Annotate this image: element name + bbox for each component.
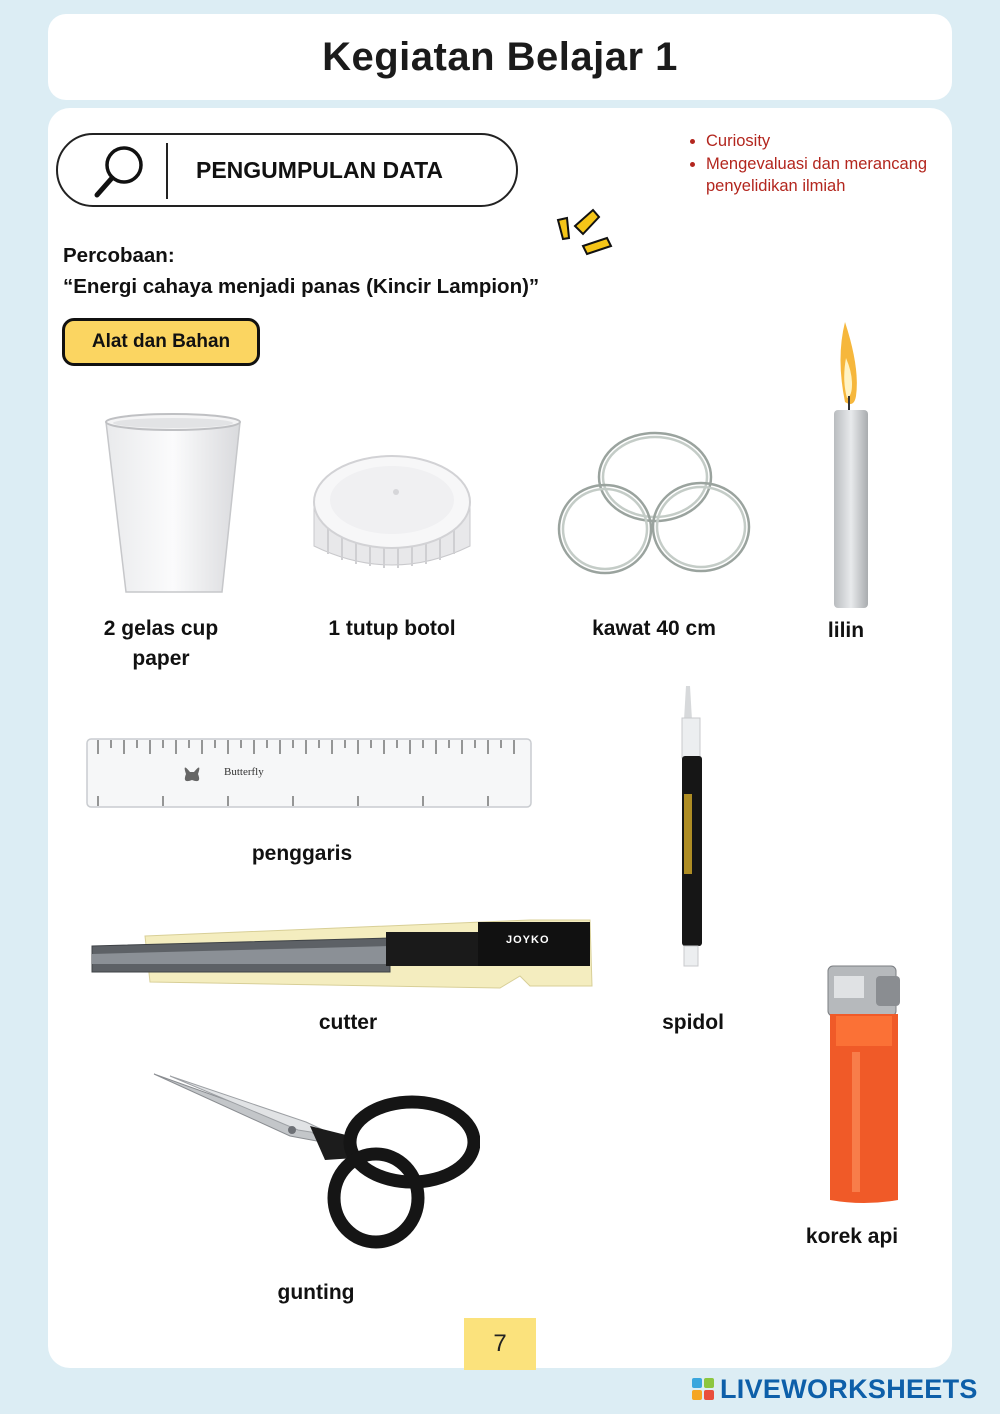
- candle-label: lilin: [827, 619, 865, 642]
- experiment-heading: [63, 240, 539, 302]
- brand-footer[interactable]: [692, 1372, 978, 1406]
- page-title: Kegiatan Belajar 1: [322, 34, 678, 79]
- ruler-brand: Butterfly: [224, 766, 264, 778]
- tools-badge: Alat dan Bahan: [62, 318, 260, 366]
- marker-label: spidol: [662, 1011, 724, 1034]
- scissors-image: [150, 1070, 480, 1250]
- lighter-label: korek api: [805, 1225, 899, 1248]
- spark-icon: [553, 208, 615, 260]
- scissors-label: gunting: [277, 1281, 355, 1304]
- section-title: PENGUMPULAN DATA: [196, 157, 444, 183]
- experiment-name: “Energi cahaya menjadi panas (Kincir Lampion)”: [63, 275, 540, 298]
- cap-label: 1 tutup botol: [328, 617, 456, 640]
- section-divider: [166, 143, 168, 199]
- wire-label: kawat 40 cm: [592, 617, 716, 640]
- cup-label: 2 gelas cup paper: [103, 617, 219, 670]
- wire-coil-image: [555, 425, 755, 580]
- bottle-cap-image: [308, 448, 476, 584]
- cutter-image: [90, 916, 595, 992]
- cutter-brand: JOYKO: [506, 934, 550, 946]
- ruler-label: penggaris: [251, 842, 353, 865]
- candle-image: [828, 318, 874, 610]
- marker-image: [678, 684, 706, 968]
- cutter-label: cutter: [318, 1011, 378, 1034]
- brand-name: LIVEWORKSHEETS: [720, 1373, 978, 1404]
- title-card: [48, 14, 952, 100]
- section-header: [56, 133, 518, 207]
- liveworksheets-logo-icon: [692, 1378, 714, 1400]
- paper-cup-image: [100, 410, 248, 600]
- skills-list: [686, 130, 966, 198]
- lighter-image: [822, 962, 906, 1206]
- experiment-label: Percobaan:: [63, 244, 175, 267]
- skill-item: • Curiosity: [706, 130, 966, 153]
- page-number: 7: [464, 1318, 536, 1370]
- magnifier-icon: [92, 143, 148, 201]
- ruler-image: [86, 738, 532, 808]
- skill-item: • Mengevaluasi dan merancang penyelidikan ilmiah: [706, 153, 966, 198]
